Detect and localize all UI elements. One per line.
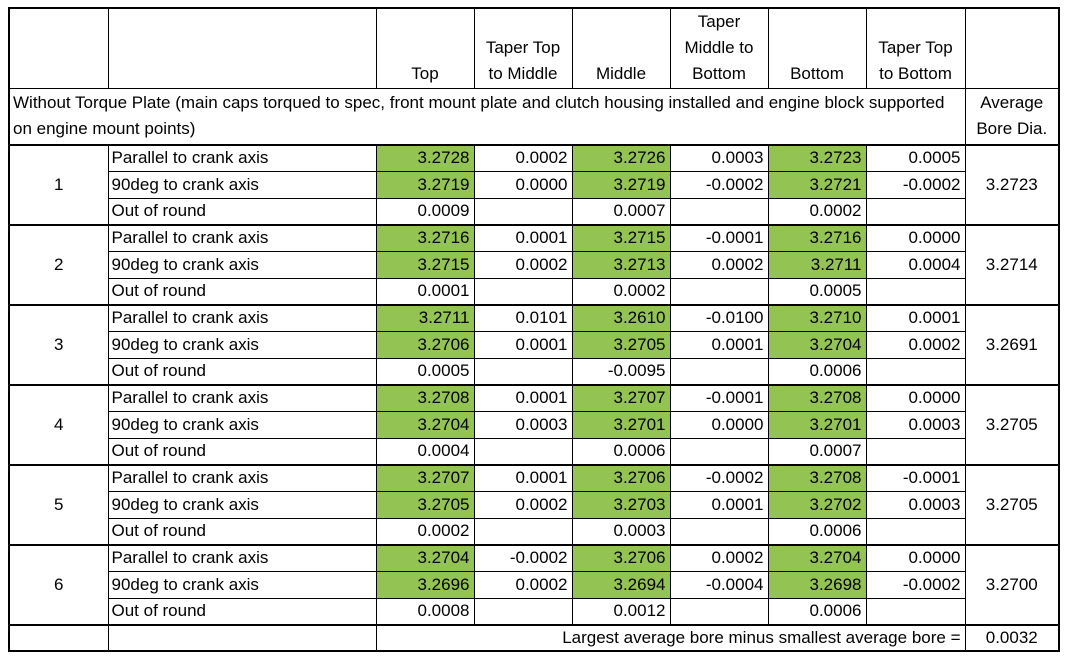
average-bore-value: 3.2714 <box>965 225 1059 305</box>
measurement-top: 3.2715 <box>376 252 474 279</box>
measurement-t-tm: 0.0003 <box>474 412 572 439</box>
header-taper-top-bottom: Taper Top to Bottom <box>866 8 965 89</box>
measurement-label: Out of round <box>108 199 376 225</box>
section-header-row <box>9 89 1059 145</box>
measurement-top: 3.2705 <box>376 492 474 519</box>
measurement-t-tb: 0.0003 <box>866 412 965 439</box>
column-header-row <box>9 8 1059 89</box>
measurement-t-tb: 0.0005 <box>866 145 965 172</box>
table-row <box>9 225 1059 252</box>
measurement-t-mb: -0.0002 <box>670 172 768 199</box>
measurement-label: 90deg to crank axis <box>108 572 376 599</box>
measurement-mid: 3.2713 <box>572 252 670 279</box>
measurement-t-mb: 0.0001 <box>670 492 768 519</box>
measurement-t-tm <box>474 359 572 385</box>
measurement-top: 0.0001 <box>376 279 474 305</box>
table-row <box>9 465 1059 492</box>
measurement-mid: 3.2610 <box>572 305 670 332</box>
header-cell-blank-2 <box>108 8 376 89</box>
measurement-top: 3.2711 <box>376 305 474 332</box>
measurement-mid: 0.0007 <box>572 199 670 225</box>
measurement-t-tb <box>866 279 965 305</box>
measurement-t-tb: 0.0001 <box>866 305 965 332</box>
bore-difference-value: 0.0032 <box>965 625 1059 651</box>
measurement-label: Out of round <box>108 519 376 545</box>
measurement-t-mb: 0.0000 <box>670 412 768 439</box>
measurement-label: 90deg to crank axis <box>108 492 376 519</box>
measurement-t-tb: 0.0003 <box>866 492 965 519</box>
measurement-mid: 3.2703 <box>572 492 670 519</box>
measurement-top: 3.2719 <box>376 172 474 199</box>
measurement-bot: 3.2704 <box>768 545 866 572</box>
table-row <box>9 439 1059 465</box>
measurement-t-tb: 0.0004 <box>866 252 965 279</box>
cylinder-number: 5 <box>9 465 108 545</box>
measurement-t-mb <box>670 199 768 225</box>
measurement-t-mb: -0.0002 <box>670 465 768 492</box>
measurement-t-tm: 0.0002 <box>474 492 572 519</box>
header-bottom: Bottom <box>768 8 866 89</box>
measurement-mid: 3.2715 <box>572 225 670 252</box>
table-row <box>9 359 1059 385</box>
measurement-mid: 0.0012 <box>572 599 670 625</box>
measurement-t-tb: -0.0002 <box>866 172 965 199</box>
measurement-mid: 3.2726 <box>572 145 670 172</box>
measurement-top: 0.0009 <box>376 199 474 225</box>
measurement-label: Out of round <box>108 279 376 305</box>
average-bore-value: 3.2700 <box>965 545 1059 625</box>
measurement-t-tm <box>474 519 572 545</box>
cylinder-number: 4 <box>9 385 108 465</box>
measurement-mid: 3.2694 <box>572 572 670 599</box>
measurement-mid: -0.0095 <box>572 359 670 385</box>
measurement-t-mb: 0.0002 <box>670 545 768 572</box>
measurement-bot: 3.2708 <box>768 465 866 492</box>
measurement-mid: 0.0006 <box>572 439 670 465</box>
measurement-t-tb: -0.0001 <box>866 465 965 492</box>
measurement-label: Parallel to crank axis <box>108 465 376 492</box>
measurement-mid: 3.2706 <box>572 465 670 492</box>
measurement-t-mb <box>670 359 768 385</box>
measurement-top: 3.2707 <box>376 465 474 492</box>
measurement-t-mb: -0.0001 <box>670 385 768 412</box>
measurement-bot: 3.2716 <box>768 225 866 252</box>
measurement-t-tm: 0.0001 <box>474 225 572 252</box>
table-row <box>9 599 1059 625</box>
measurement-t-mb: 0.0001 <box>670 332 768 359</box>
table-row <box>9 305 1059 332</box>
table-row <box>9 492 1059 519</box>
measurement-bot: 3.2701 <box>768 412 866 439</box>
measurement-top: 3.2704 <box>376 545 474 572</box>
measurement-label: Parallel to crank axis <box>108 385 376 412</box>
cylinder-number: 1 <box>9 145 108 225</box>
section-title: Without Torque Plate (main caps torqued to spec, front mount plate and clutch housing installed and engine block supported on engine mount points) <box>9 89 965 145</box>
measurement-t-tb <box>866 199 965 225</box>
header-top: Top <box>376 8 474 89</box>
table-row <box>9 412 1059 439</box>
measurement-bot: 3.2702 <box>768 492 866 519</box>
measurement-label: Parallel to crank axis <box>108 225 376 252</box>
measurement-top: 0.0004 <box>376 439 474 465</box>
measurement-top: 3.2708 <box>376 385 474 412</box>
measurement-top: 3.2704 <box>376 412 474 439</box>
measurement-top: 0.0008 <box>376 599 474 625</box>
measurement-t-tm <box>474 439 572 465</box>
measurement-top: 0.0005 <box>376 359 474 385</box>
measurement-label: 90deg to crank axis <box>108 412 376 439</box>
measurement-t-tm: -0.0002 <box>474 545 572 572</box>
header-cell-blank-3 <box>965 8 1059 89</box>
measurement-t-tb <box>866 359 965 385</box>
table-row <box>9 332 1059 359</box>
measurement-t-tm <box>474 279 572 305</box>
measurement-label: Out of round <box>108 439 376 465</box>
measurement-bot: 3.2711 <box>768 252 866 279</box>
measurement-top: 0.0002 <box>376 519 474 545</box>
measurement-bot: 0.0005 <box>768 279 866 305</box>
header-cell-blank-1 <box>9 8 108 89</box>
measurement-top: 3.2696 <box>376 572 474 599</box>
measurement-t-mb: 0.0003 <box>670 145 768 172</box>
measurement-t-tm <box>474 199 572 225</box>
measurement-t-tm: 0.0002 <box>474 572 572 599</box>
measurement-bot: 0.0007 <box>768 439 866 465</box>
table-row <box>9 199 1059 225</box>
measurement-t-tm: 0.0001 <box>474 465 572 492</box>
measurement-t-tm: 0.0001 <box>474 332 572 359</box>
measurement-bot: 0.0006 <box>768 519 866 545</box>
measurement-label: 90deg to crank axis <box>108 172 376 199</box>
measurement-bot: 3.2710 <box>768 305 866 332</box>
average-bore-value: 3.2691 <box>965 305 1059 385</box>
measurement-bot: 3.2723 <box>768 145 866 172</box>
measurement-t-tb <box>866 439 965 465</box>
measurement-mid: 3.2701 <box>572 412 670 439</box>
average-bore-value: 3.2705 <box>965 385 1059 465</box>
measurement-mid: 0.0003 <box>572 519 670 545</box>
header-middle: Middle <box>572 8 670 89</box>
cylinder-number: 6 <box>9 545 108 625</box>
footer-row <box>9 625 1059 651</box>
table-row <box>9 252 1059 279</box>
measurement-t-mb <box>670 599 768 625</box>
cylinder-number: 3 <box>9 305 108 385</box>
measurement-t-mb <box>670 279 768 305</box>
table-row <box>9 279 1059 305</box>
measurement-bot: 0.0002 <box>768 199 866 225</box>
measurement-label: Parallel to crank axis <box>108 305 376 332</box>
measurement-label: Parallel to crank axis <box>108 545 376 572</box>
measurement-t-tm: 0.0002 <box>474 252 572 279</box>
measurement-t-tm: 0.0002 <box>474 145 572 172</box>
measurement-t-tb: 0.0000 <box>866 225 965 252</box>
average-bore-header: Average Bore Dia. <box>965 89 1059 145</box>
measurement-label: Out of round <box>108 599 376 625</box>
measurement-top: 3.2706 <box>376 332 474 359</box>
table-row <box>9 145 1059 172</box>
measurement-t-tm: 0.0000 <box>474 172 572 199</box>
header-taper-middle-bottom: Taper Middle to Bottom <box>670 8 768 89</box>
measurement-label: Out of round <box>108 359 376 385</box>
average-bore-value: 3.2705 <box>965 465 1059 545</box>
measurement-t-tb <box>866 519 965 545</box>
average-bore-value: 3.2723 <box>965 145 1059 225</box>
measurement-label: Parallel to crank axis <box>108 145 376 172</box>
measurement-t-mb: -0.0004 <box>670 572 768 599</box>
measurement-t-mb: 0.0002 <box>670 252 768 279</box>
measurement-t-tm: 0.0001 <box>474 385 572 412</box>
measurement-mid: 3.2719 <box>572 172 670 199</box>
measurement-mid: 3.2706 <box>572 545 670 572</box>
measurement-bot: 0.0006 <box>768 599 866 625</box>
table-row <box>9 519 1059 545</box>
measurement-bot: 3.2704 <box>768 332 866 359</box>
bore-difference-label: Largest average bore minus smallest average bore = <box>376 625 965 651</box>
measurement-mid: 3.2705 <box>572 332 670 359</box>
bore-measurement-table <box>8 7 1060 652</box>
footer-blank-cell <box>9 625 108 651</box>
header-taper-top-middle: Taper Top to Middle <box>474 8 572 89</box>
measurement-t-tb <box>866 599 965 625</box>
measurement-t-tb: 0.0000 <box>866 385 965 412</box>
measurement-t-mb <box>670 439 768 465</box>
measurement-mid: 3.2707 <box>572 385 670 412</box>
measurement-t-tm: 0.0101 <box>474 305 572 332</box>
measurement-t-mb: -0.0100 <box>670 305 768 332</box>
measurement-t-tb: 0.0000 <box>866 545 965 572</box>
table-row <box>9 545 1059 572</box>
measurement-t-mb: -0.0001 <box>670 225 768 252</box>
table-row <box>9 572 1059 599</box>
measurement-label: 90deg to crank axis <box>108 332 376 359</box>
measurement-bot: 3.2708 <box>768 385 866 412</box>
measurement-t-tb: 0.0002 <box>866 332 965 359</box>
measurement-mid: 0.0002 <box>572 279 670 305</box>
table-row <box>9 172 1059 199</box>
measurement-bot: 3.2721 <box>768 172 866 199</box>
measurement-t-tb: -0.0002 <box>866 572 965 599</box>
footer-blank-cell <box>108 625 376 651</box>
measurement-top: 3.2728 <box>376 145 474 172</box>
measurement-t-tm <box>474 599 572 625</box>
measurement-t-mb <box>670 519 768 545</box>
measurement-top: 3.2716 <box>376 225 474 252</box>
measurement-bot: 3.2698 <box>768 572 866 599</box>
measurement-label: 90deg to crank axis <box>108 252 376 279</box>
measurement-bot: 0.0006 <box>768 359 866 385</box>
table-row <box>9 385 1059 412</box>
cylinder-number: 2 <box>9 225 108 305</box>
